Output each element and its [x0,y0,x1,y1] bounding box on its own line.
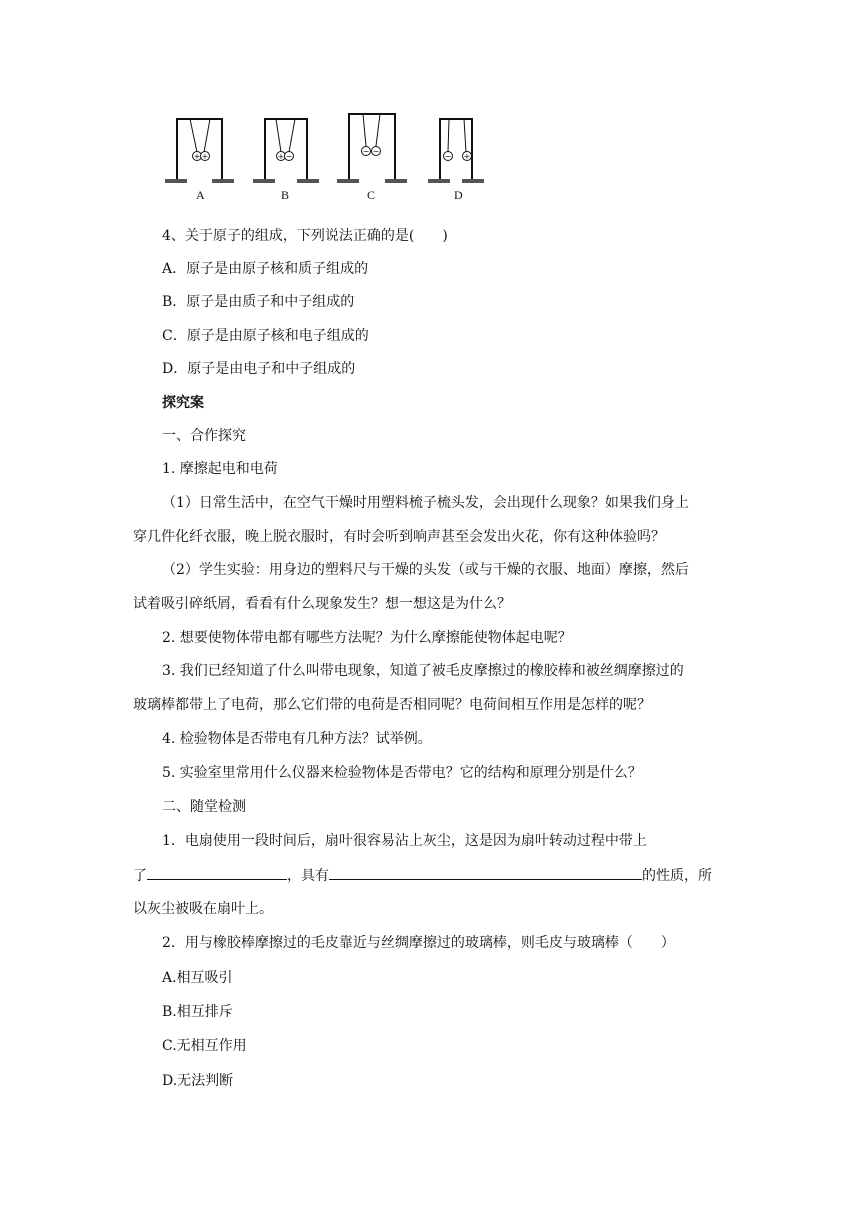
charge-b1: + [277,152,285,161]
q4-option-b: B．原子是由质子和中子组成的 [162,294,355,310]
stand-d [440,119,472,180]
charge-c2: − [372,147,380,156]
item3-line2: 玻璃棒都带上了电荷，那么它们带的电荷是否相同呢？电荷间相互作用是怎样的呢？ [133,697,651,713]
figure-drawing [160,104,500,214]
test-q1-prefix: 了 [133,868,147,884]
charge-c1: − [362,147,370,156]
section-cooperative: 一、合作探究 [162,428,246,444]
charge-d2: + [463,152,471,161]
item3-line1: 3. 我们已经知道了什么叫带电现象，知道了被毛皮摩擦过的橡胶棒和被丝绸摩擦过的 [162,663,684,679]
test-q2-option-b: B.相互排斥 [162,1004,233,1020]
test-q1-suffix: 的性质，所 [642,868,712,884]
test-q2-option-d: D.无法判断 [162,1073,234,1089]
charged-balls-figure [160,104,500,214]
blank-1[interactable] [147,865,287,880]
q4-option-a: A．原子是由原子核和质子组成的 [162,261,369,277]
item1-p2-line2: 试着吸引碎纸屑，看看有什么现象发生？想一想这是为什么？ [133,596,511,612]
figure-label-b: B [281,188,290,202]
figure-label-a: A [196,188,205,202]
test-q1-mid: ，具有 [287,868,329,884]
item4: 4. 检验物体是否带电有几种方法？试举例。 [162,731,432,747]
item1-p1-line2: 穿几件化纤衣服，晚上脱衣服时，有时会听到响声甚至会发出火花，你有这种体验吗？ [133,529,665,545]
stand-b [265,119,307,180]
test-q2-option-c: C.无相互作用 [162,1038,247,1054]
figure-label-d: D [454,188,463,202]
q4-option-c: C．原子是由原子核和电子组成的 [162,328,369,344]
charge-a2: + [201,152,209,161]
blank-2[interactable] [329,865,642,880]
test-q1-line1: 1．电扇使用一段时间后，扇叶很容易沾上灰尘，这是因为扇叶转动过程中带上 [162,833,647,849]
section-test: 二、随堂检测 [162,799,246,815]
item1-p2-line1: （2）学生实验：用身边的塑料尺与干燥的头发（或与干燥的衣服、地面）摩擦，然后 [162,562,689,578]
item2: 2. 想要使物体带电都有哪些方法呢？为什么摩擦能使物体起电呢？ [162,630,572,646]
charge-b2: − [285,152,293,161]
explore-heading: 探究案 [162,395,204,411]
charge-d1: − [444,152,452,161]
test-q2-option-a: A.相互吸引 [162,970,233,986]
test-q1-line3: 以灰尘被吸在扇叶上。 [133,901,273,917]
charge-a1: + [193,152,201,161]
item1-p1-line1: （1）日常生活中，在空气干燥时用塑料梳子梳头发，会出现什么现象？如果我们身上 [162,495,689,511]
test-q1-line2 [133,865,712,886]
test-q2-stem: 2．用与橡胶棒摩擦过的毛皮靠近与丝绸摩擦过的玻璃棒，则毛皮与玻璃棒（ ） [162,935,675,951]
figure-label-c: C [367,188,376,202]
item5: 5. 实验室里常用什么仪器来检验物体是否带电？它的结构和原理分别是什么？ [162,765,642,781]
q4-option-d: D．原子是由电子和中子组成的 [162,361,356,377]
q4-stem: 4、关于原子的组成，下列说法正确的是( ) [162,228,448,244]
stand-a [177,119,222,180]
item1-title: 1. 摩擦起电和电荷 [162,461,278,477]
